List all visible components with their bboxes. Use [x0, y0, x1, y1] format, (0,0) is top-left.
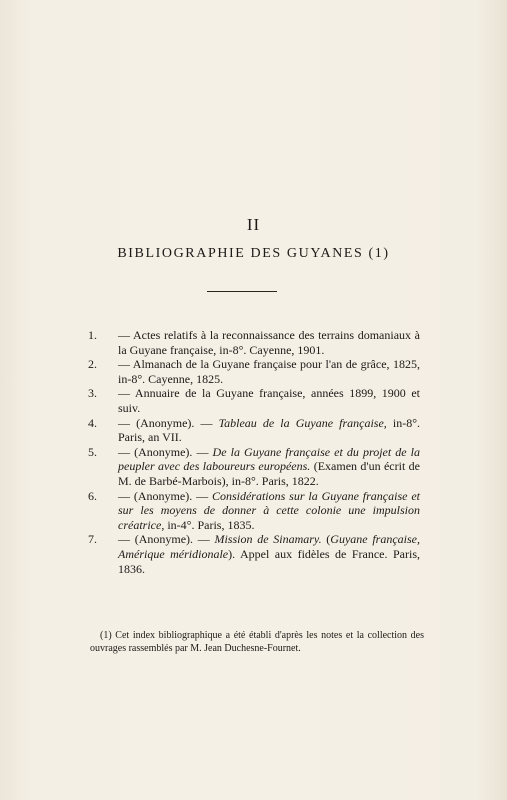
entry-number: 6.	[88, 488, 97, 503]
entry-number: 7.	[88, 532, 97, 547]
entry-text-part: (Examen d'un écrit de M. de Barbé-Marbois), in-8°. Paris, 1822.	[118, 459, 420, 488]
entry-text-part: — Actes relatifs à la reconnaissance des terrains domaniaux à la Guyane française, in-8°. Cayenne, 1901.	[118, 328, 420, 357]
chapter-number: II	[246, 215, 261, 234]
bibliography-entry	[88, 416, 420, 445]
entry-title-italic: Guyane française, Amérique méridionale	[118, 532, 420, 561]
entry-text	[118, 532, 420, 575]
entry-text	[118, 489, 420, 532]
section-title: BIBLIOGRAPHIE DES GUYANES (1)	[117, 246, 390, 261]
bibliography-list	[88, 328, 420, 576]
bibliography-entry	[88, 357, 420, 386]
entry-text-part: in-8°. Paris, an VII.	[118, 415, 420, 445]
bibliography-entry	[88, 445, 420, 489]
entry-number: 1.	[88, 328, 97, 342]
bibliography-entry	[88, 489, 420, 533]
entry-text-part: — (Anonyme). —	[118, 488, 212, 503]
footnote: (1) Cet index bibliographique a été établi d'après les notes et la collection des ouvrages rassemblés par M. Jean Duchesne-Fournet.	[90, 630, 424, 654]
entry-text-part: — Almanach de la Guyane française pour l'an de grâce, 1825, in-8°. Cayenne, 1825.	[118, 357, 420, 386]
entry-number: 5.	[88, 444, 97, 459]
entry-text-part: — Annuaire de la Guyane française, années 1899, 1900 et suiv.	[118, 386, 420, 415]
entry-text	[118, 328, 420, 357]
entry-title-italic: Considérations sur la Guyane française et sur les moyens de donner à cette colonie une impulsion créatrice,	[118, 488, 420, 532]
entry-text-part: ). Appel aux fidèles de France. Paris, 1836.	[118, 546, 420, 576]
bibliography-entry	[88, 532, 420, 576]
bibliography-entry	[88, 386, 420, 415]
entry-text-part: — (Anonyme). —	[118, 444, 213, 459]
entry-text-part: — (Anonyme). —	[118, 415, 219, 430]
entry-number: 2.	[88, 357, 97, 372]
entry-number: 3.	[88, 386, 97, 401]
entry-text	[118, 445, 420, 488]
entry-title-italic: Tableau de la Guyane française,	[218, 415, 387, 430]
entry-title-italic: De la Guyane française et du projet de la peupler avec des laboureurs européens.	[118, 444, 420, 474]
entry-number: 4.	[88, 415, 97, 430]
bibliography-entry	[88, 328, 420, 357]
entry-title-italic: Mission de Sinamary.	[214, 532, 322, 547]
entry-text-part: — (Anonyme). —	[118, 532, 215, 547]
entry-text	[118, 386, 420, 415]
entry-text-part: (	[321, 532, 331, 547]
entry-text-part: in-4°. Paris, 1835.	[164, 517, 255, 532]
entry-text	[118, 357, 420, 386]
title-divider	[207, 291, 277, 292]
entry-text	[118, 416, 420, 445]
